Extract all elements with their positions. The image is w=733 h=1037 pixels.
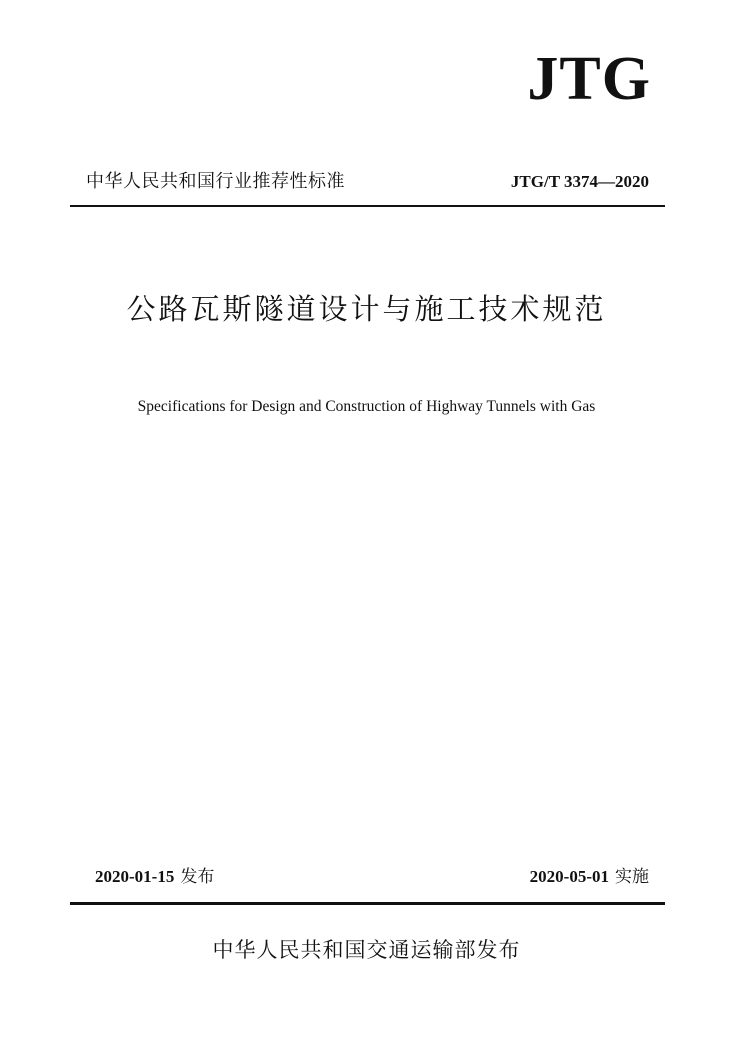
issue-label: 发布 xyxy=(180,867,215,887)
document-title-english: Specifications for Design and Construction of Highway Tunnels with Gas xyxy=(137,398,596,415)
issue-date: 2020-01-15 xyxy=(95,867,175,886)
effective-label: 实施 xyxy=(615,867,649,887)
effective-date: 2020-05-01 xyxy=(529,867,609,886)
standard-code: JTG/T 3374—2020 xyxy=(510,172,649,191)
standard-category: 中华人民共和国行业推荐性标准 xyxy=(86,171,345,192)
top-divider xyxy=(70,205,665,207)
effective-date-block xyxy=(530,867,649,887)
bottom-divider xyxy=(70,902,665,905)
jtg-logo: JTG xyxy=(527,45,651,113)
publisher: 中华人民共和国交通运输部发布 xyxy=(212,938,521,962)
issue-date-block xyxy=(95,867,214,887)
document-title-chinese: 公路瓦斯隧道设计与施工技术规范 xyxy=(126,292,607,326)
